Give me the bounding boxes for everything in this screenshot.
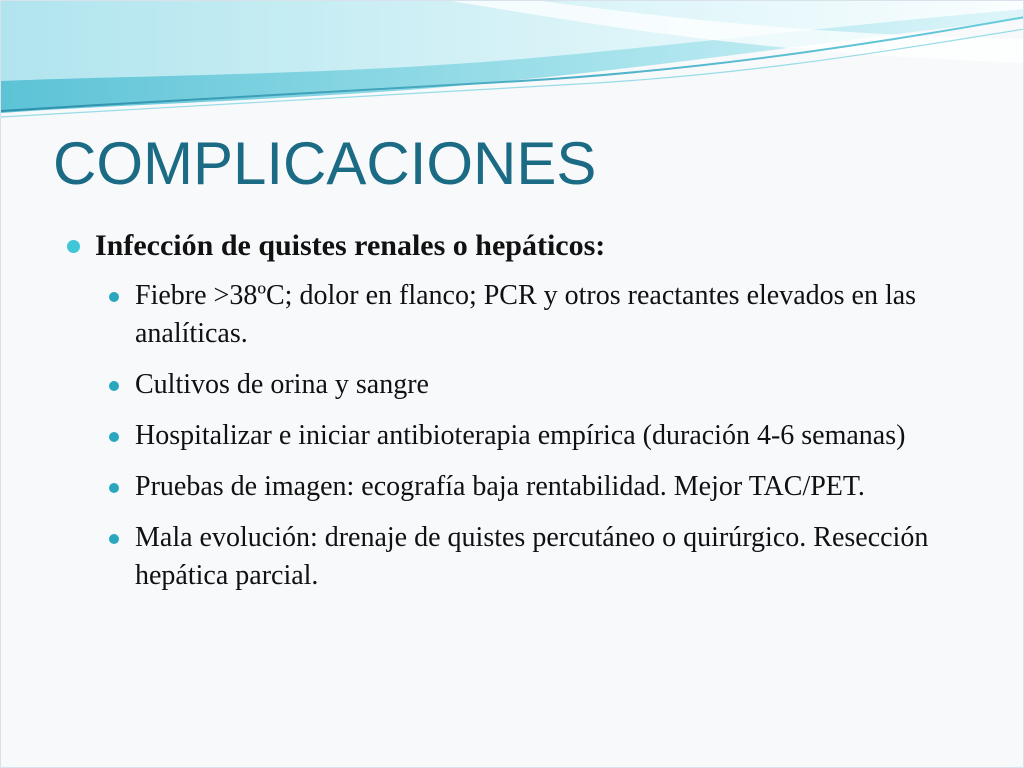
sub-bullet-text: Fiebre >38ºC; dolor en flanco; PCR y otros reactantes elevados en las analíticas. <box>135 280 917 349</box>
sub-bullet-item <box>105 417 963 455</box>
bullet-dot-icon <box>67 240 80 253</box>
sub-bullet-item <box>105 277 963 353</box>
sub-bullet-text: Hospitalizar e iniciar antibioterapia empírica (duración 4-6 semanas) <box>135 420 906 451</box>
sub-bullet-text: Mala evolución: drenaje de quistes percutáneo o quirúrgico. Resección hepática parcial. <box>135 522 929 591</box>
bullet-dot-icon <box>109 483 119 493</box>
sub-bullet-item <box>105 468 963 506</box>
bullet-dot-icon <box>109 432 119 442</box>
bullet-dot-icon <box>109 534 119 544</box>
slide-title: COMPLICACIONES <box>53 130 597 197</box>
header-swoosh-decoration <box>1 1 1024 141</box>
sub-bullet-list <box>105 277 963 595</box>
sub-bullet-item <box>105 366 963 404</box>
slide-content <box>63 223 963 608</box>
bullet-dot-icon <box>109 381 119 391</box>
main-bullet-item <box>63 223 963 269</box>
bullet-dot-icon <box>109 292 119 302</box>
sub-bullet-item <box>105 519 963 595</box>
sub-bullet-text: Pruebas de imagen: ecografía baja rentabilidad. Mejor TAC/PET. <box>135 471 865 502</box>
main-bullet-text: Infección de quistes renales o hepáticos: <box>95 229 606 262</box>
sub-bullet-text: Cultivos de orina y sangre <box>135 369 429 400</box>
